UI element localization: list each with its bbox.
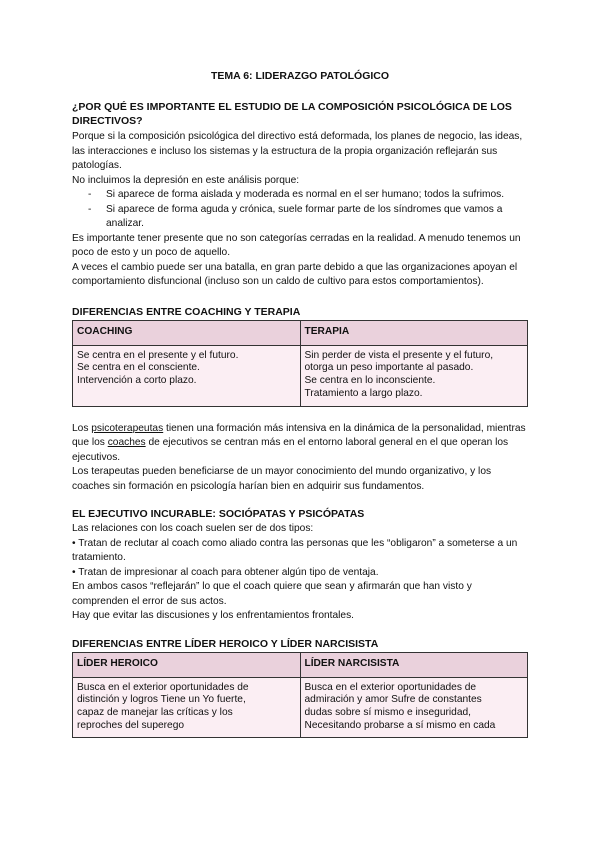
paragraph: A veces el cambio puede ser una batalla, en gran parte debido a que las organizaciones apoyan el comportamiento disfuncional (incluso son un caldo de cultivo para estos comportamientos). <box>72 261 518 287</box>
paragraph <box>72 422 528 466</box>
list-item-text: Si aparece de forma aguda y crónica, suele formar parte de los síndromes que vamos a analizar. <box>106 203 503 229</box>
paragraph: • Tratan de impresionar al coach para obtener algún tipo de ventaja. <box>72 566 379 578</box>
cell-line: Se centra en el presente y el futuro. <box>77 349 239 361</box>
document-title: TEMA 6: LIDERAZGO PATOLÓGICO <box>210 70 390 82</box>
table-cell-therapy <box>300 345 528 406</box>
table-header-coaching: COACHING <box>73 320 301 345</box>
cell-line: dudas sobre sí mismo e inseguridad, <box>304 707 471 719</box>
table-cell-coaching <box>73 345 301 406</box>
section-heading-heroic-narcissist: DIFERENCIAS ENTRE LÍDER HEROICO Y LÍDER NARCISISTA <box>72 637 379 650</box>
cell-line: Sin perder de vista el presente y el futuro, <box>304 349 494 361</box>
section-heading-incurable-executive: EL EJECUTIVO INCURABLE: SOCIÓPATAS Y PSICÓPATAS <box>72 508 365 520</box>
paragraph: Es importante tener presente que no son categorías cerradas en la realidad. A menudo tenemos un poco de esto y un poco de aquello. <box>72 232 521 258</box>
paragraph: Hay que evitar las discusiones y los enfrentamientos frontales. <box>72 610 354 621</box>
heroic-narcissist-table <box>72 652 528 738</box>
section-heading-importance: ¿POR QUÉ ES IMPORTANTE EL ESTUDIO DE LA COMPOSICIÓN PSICOLÓGICA DE LOS DIRECTIVOS? <box>72 101 512 127</box>
table-header-narcissist: LÍDER NARCISISTA <box>300 652 528 677</box>
cell-line: reproches del superego <box>77 719 185 731</box>
section-heading-coaching-therapy: DIFERENCIAS ENTRE COACHING Y TERAPIA <box>72 305 301 318</box>
underlined-term: psicoterapeutas <box>91 422 164 434</box>
paragraph: No incluimos la depresión en este análisis porque: <box>72 174 300 186</box>
table-cell-narcissist <box>300 677 528 737</box>
cell-line: Se centra en lo inconsciente. <box>304 375 436 387</box>
cell-line: Tratamiento a largo plazo. <box>304 387 423 399</box>
cell-line: Necesitando probarse a sí mismo en cada <box>304 719 496 731</box>
table-header-therapy: TERAPIA <box>300 320 528 345</box>
list-item-text: Si aparece de forma aislada y moderada es normal en el ser humano; todos la sufrimos. <box>106 189 505 200</box>
document-page <box>72 70 528 738</box>
cell-line: admiración y amor Sufre de constantes <box>304 694 482 706</box>
cell-line: Se centra en el consciente. <box>77 362 200 374</box>
text-run: tienen una formación más intensiva en la dinámica de la personalidad, mientras que los <box>72 422 526 448</box>
text-run: de ejecutivos se centran más en el entorno laboral general en el que operan los ejecutivos. <box>72 437 509 463</box>
table-header-heroic: LÍDER HEROICO <box>73 652 301 677</box>
cell-line: Intervención a corto plazo. <box>77 375 197 387</box>
cell-line: Busca en el exterior oportunidades de <box>77 681 249 693</box>
paragraph: Las relaciones con los coach suelen ser de dos tipos: <box>72 523 314 534</box>
cell-line: Busca en el exterior oportunidades de <box>304 681 477 693</box>
cell-line: otorga un peso importante al pasado. <box>304 362 474 374</box>
paragraph: En ambos casos “reflejarán” lo que el coach quiere que sean y afirmarán que han visto y comprenden el error de sus actos. <box>72 581 472 607</box>
paragraph: • Tratan de reclutar al coach como aliado contra las personas que les “obligaron” a someterse a un tratamiento. <box>72 537 518 563</box>
paragraph: Los terapeutas pueden beneficiarse de un mayor conocimiento del mundo organizativo, y los coaches sin formación en psicología harían bien en adquirir sus fundamentos. <box>72 466 492 492</box>
table-cell-heroic <box>73 677 301 737</box>
coaching-therapy-table <box>72 320 528 407</box>
cell-line: distinción y logros Tiene un Yo fuerte, <box>77 694 246 706</box>
dash-list <box>72 188 528 232</box>
list-item: - Si aparece de forma aislada y moderada es normal en el ser humano; todos la sufrimos. <box>88 189 505 200</box>
cell-line: capaz de manejar las críticas y los <box>77 707 233 719</box>
list-item: - Si aparece de forma aguda y crónica, suele formar parte de los síndromes que vamos a analizar. <box>88 203 503 229</box>
paragraph: Porque si la composición psicológica del directivo está deformada, los planes de negocio, las ideas, las interacciones e incluso los sistemas y la estructura de la propia organización reflejarán sus patologías. <box>72 131 523 171</box>
text-run: Los <box>72 422 92 434</box>
underlined-term: coaches <box>107 437 146 448</box>
